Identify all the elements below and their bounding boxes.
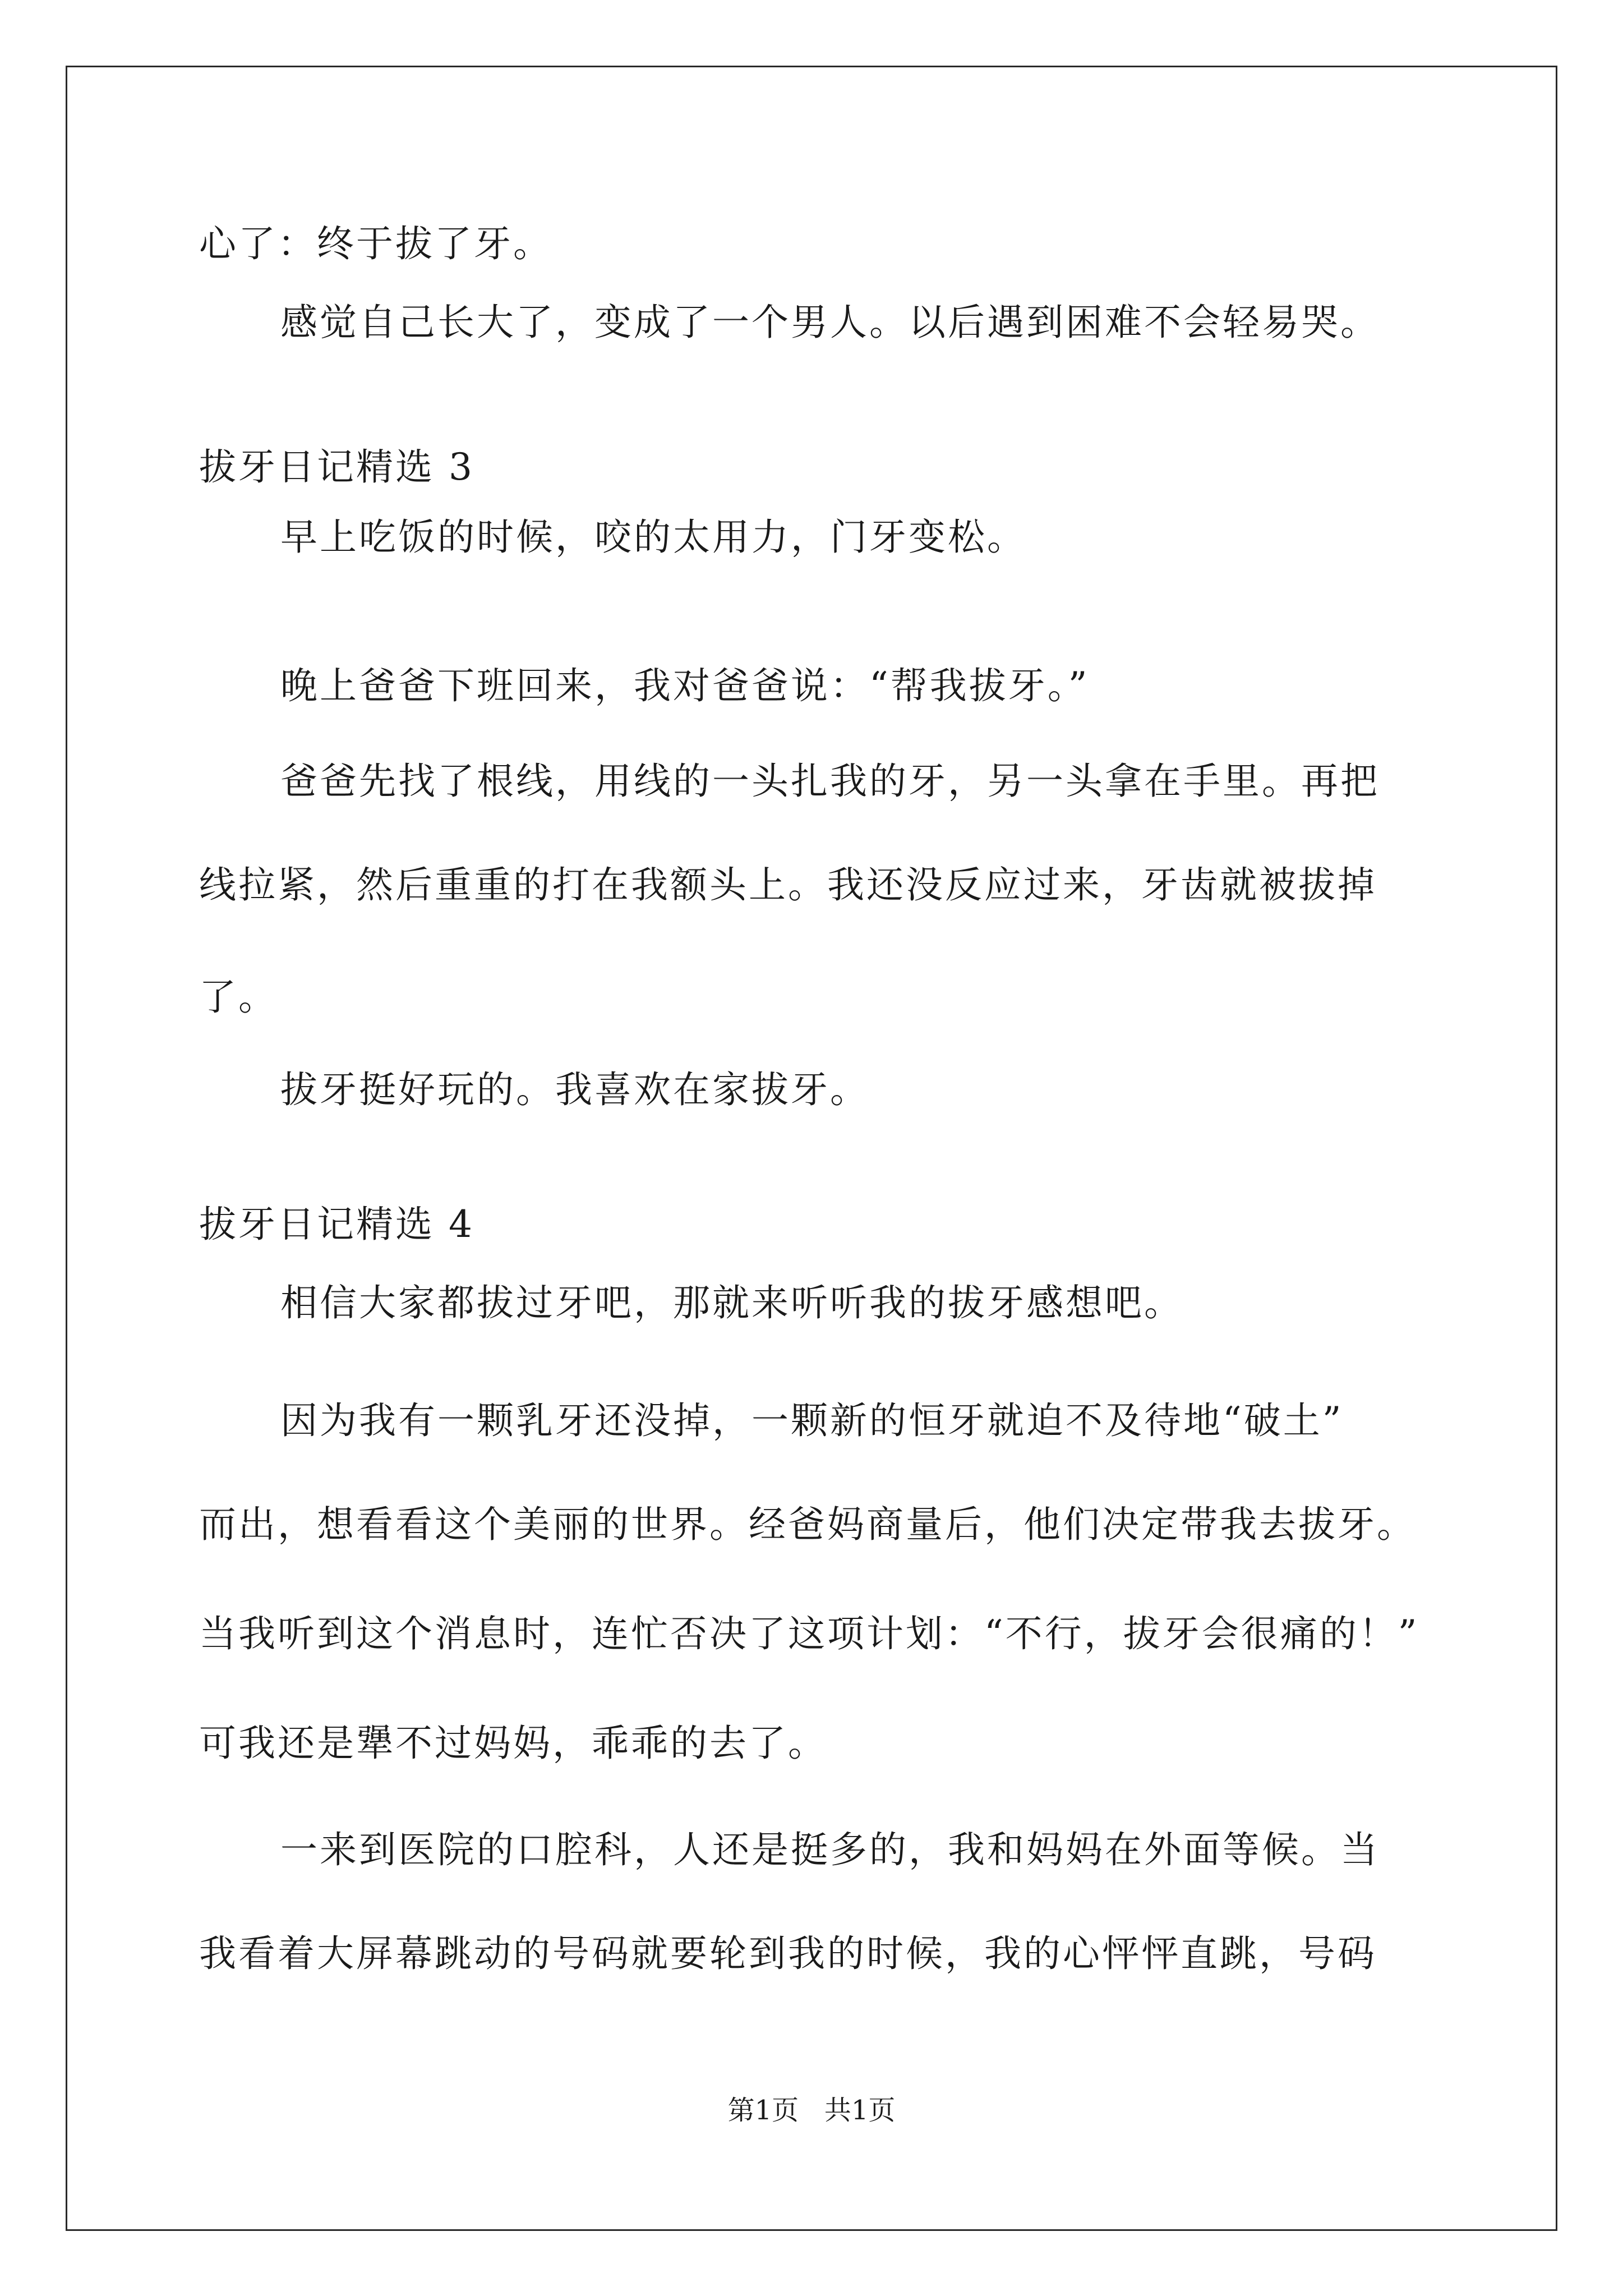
body-line: 心了：终于拔了牙。: [199, 222, 552, 265]
body-line: 早上吃饭的时候，咬的太用力，门牙变松。: [280, 516, 1026, 559]
body-line: 爸爸先找了根线，用线的一头扎我的牙，另一头拿在手里。再把: [280, 760, 1380, 803]
body-line: 可我还是犟不过妈妈，乖乖的去了。: [199, 1722, 827, 1765]
body-line: 而出，想看看这个美丽的世界。经爸妈商量后，他们决定带我去拔牙。: [199, 1503, 1416, 1546]
body-line: 一来到医院的口腔科，人还是挺多的，我和妈妈在外面等候。当: [280, 1828, 1380, 1871]
body-line: 感觉自己长大了，变成了一个男人。以后遇到困难不会轻易哭。: [280, 301, 1380, 344]
section-heading: 拔牙日记精选 4: [199, 1203, 474, 1246]
page-number-footer: 第1页 共1页: [727, 2095, 896, 2126]
body-line: 相信大家都拔过牙吧，那就来听听我的拔牙感想吧。: [280, 1281, 1183, 1324]
body-line: 了。: [199, 976, 278, 1019]
body-line: 晚上爸爸下班回来，我对爸爸说：“帮我拔牙。”: [280, 664, 1090, 707]
body-line: 当我听到这个消息时，连忙否决了这项计划：“不行，拔牙会很痛的！”: [199, 1612, 1419, 1655]
body-line: 线拉紧，然后重重的打在我额头上。我还没反应过来，牙齿就被拔掉: [199, 863, 1377, 907]
body-line: 因为我有一颗乳牙还没掉，一颗新的恒牙就迫不及待地“破土”: [280, 1399, 1344, 1442]
section-heading: 拔牙日记精选 3: [199, 445, 474, 489]
body-line: 我看着大屏幕跳动的号码就要轮到我的时候，我的心怦怦直跳，号码: [199, 1932, 1377, 1975]
body-line: 拔牙挺好玩的。我喜欢在家拔牙。: [280, 1068, 869, 1111]
page-frame: [66, 66, 1557, 2231]
